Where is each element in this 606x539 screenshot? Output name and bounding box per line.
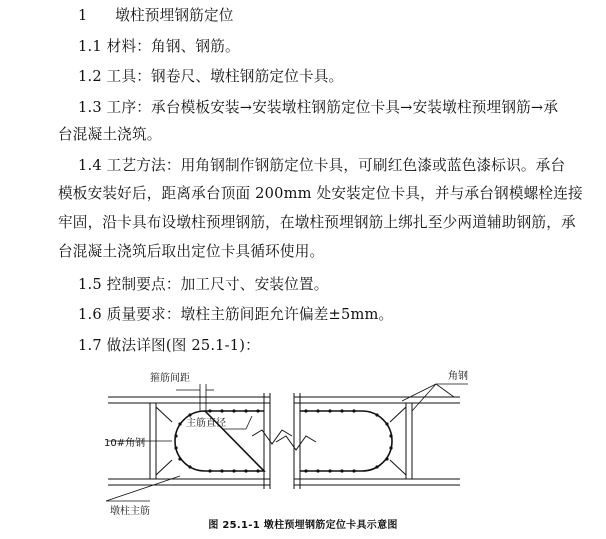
leader-lines bbox=[106, 384, 468, 501]
label-main-bar-diameter: 主筋直径 bbox=[186, 418, 226, 429]
break-symbol-right bbox=[276, 436, 316, 450]
item-process: 1.3 工序：承台模板安装→安装墩柱钢筋定位卡具→安装墩柱预埋钢筋→承 bbox=[78, 99, 559, 116]
item-quality: 1.6 质量要求：墩柱主筋间距允许偏差±5mm。 bbox=[78, 306, 394, 323]
item-method-line4: 台混凝土浇筑后取出定位卡具循环使用。 bbox=[58, 243, 325, 260]
item-detail-reference: 1.7 做法详图(图 25.1-1)： bbox=[78, 337, 260, 354]
item-tools: 1.2 工具：钢卷尺、墩柱钢筋定位卡具。 bbox=[78, 68, 344, 85]
break-left-lines bbox=[264, 393, 270, 489]
figure-caption: 图 25.1-1 墩柱预埋钢筋定位卡具示意图 bbox=[208, 520, 398, 531]
break-symbol-left bbox=[252, 430, 292, 444]
item-method: 1.4 工艺方法：用角钢制作钢筋定位卡具，可刷红色漆或蓝色漆标识。承台 bbox=[78, 157, 566, 174]
positioning-fixture-diagram bbox=[0, 366, 606, 516]
break-right-lines bbox=[294, 393, 300, 489]
label-angle-steel: 角钢 bbox=[448, 371, 468, 382]
section-heading bbox=[78, 6, 592, 26]
label-angle-steel-10: 10#角钢 bbox=[104, 438, 146, 449]
item-materials: 1.1 材料：角钢、钢筋。 bbox=[78, 38, 240, 55]
section-title: 墩柱预埋钢筋定位 bbox=[115, 7, 234, 24]
section-number: 1 bbox=[78, 7, 88, 24]
item-control-points: 1.5 控制要点：加工尺寸、安装位置。 bbox=[78, 276, 329, 293]
item-method-line3: 牢固，沿卡具布设墩柱预埋钢筋，在墩柱预埋钢筋上绑扎至少两道辅助钢筋，承 bbox=[58, 214, 576, 231]
label-stirrup-spacing: 箍筋间距 bbox=[150, 373, 190, 384]
label-pier-main-bar: 墩柱主筋 bbox=[110, 506, 150, 516]
item-process-continued: 台混凝土浇筑。 bbox=[58, 126, 162, 143]
item-method-line2: 模板安装好后，距离承台顶面 200mm 处安装定位卡具，并与承台钢模螺栓连接 bbox=[58, 185, 583, 202]
